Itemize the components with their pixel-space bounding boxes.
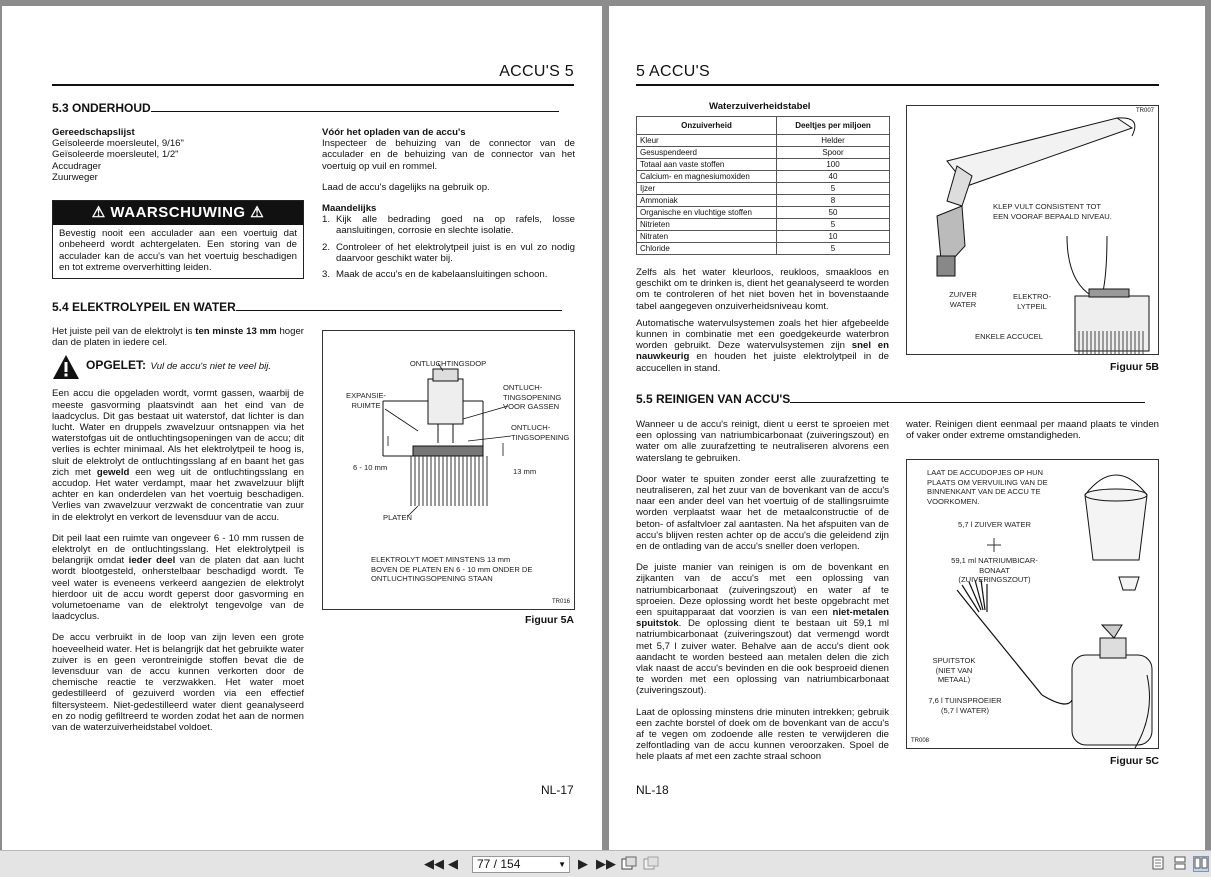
table-title: Waterzuiverheidstabel bbox=[709, 101, 811, 112]
left-column-text: Het juiste peil van de elektrolyt is ten minste 13 mm hoger dan de platen in iedere cel. OPGELET: Vul de accu's niet te veel bij. Een accu die opgeladen wordt, vormt gassen, waarbij de meeste gasvorming plaatsvindt aan het eind van de laadcyclus. Dit gas bestaat uit waterstof, dat lichter is dan lucht. Water en druppels zwavelzuur ontsnappen via het waterstofgas uit de ontluchtingsopeningen van de accu; dit verlies is echter minimaal. Als het elektrolytpeil te hoog is, sluit de elektrolyt de ontluchtingsslang af en baant het gas zich met geweld een weg uit de ontluchtingsslang en accudop. Het water verdampt, maar het zwavelzuur blijft achter en kan onderdelen van het voertuig beschadigen. Verlies van zwavelzuur verzwakt de concentratie van zuur in de elektrolyt en verkort de levensduur van de accu. Dit peil laat een ruimte van ongeveer 6 - 10 mm russen de elektrolyt en de ontluchtingsslang. Het elektrolytpeil is belangrijk omdat ieder deel van de platen dat aan lucht wordt blootgesteld, onherstelbaar beschadigd wordt. Te veel water is eveneens verkeerd aangezien de elektrolyt hierdoor uit de accu wordt geperst door gasvorming en volumetoename van de elektrolyt tengevolge van de laadcyclus. De accu verbruikt in de loop van zijn leven een grote hoeveelheid water. Het is belangrijk dat het gebruikte water zuiver is en geen verontreinigde stoffen bevat die de levensduur van de accu kunnen verkorten door de chemische reactie te verzwakken. Het water moet gedestilleerd of gezuiverd worden via een effectief filtersysteem. Niet-gedestilleerd water dient geanalyseerd en zo nodig gefiltreerd te worden zodat het aan de normen van de waterzuiverheidstabel voldoet. bbox=[52, 326, 304, 734]
monthly-step: 1. Kijk alle bedrading goed na op rafels, losse aansluitingen, corrosie en slechte isolatie. bbox=[322, 214, 575, 237]
next-page-icon[interactable]: ▶ bbox=[578, 856, 588, 871]
first-page-icon[interactable]: ◀◀ bbox=[424, 856, 444, 871]
table-row: Calcium- en magnesiumoxiden 40 bbox=[637, 171, 890, 183]
tools-list: Gereedschapslijst Geïsoleerde moersleutel, 9/16" Geïsoleerde moersleutel, 1/2" Accudrager Zuurweger bbox=[52, 127, 304, 183]
table-row: Totaal aan vaste stoffen 100 bbox=[637, 159, 890, 171]
page-nl-18 bbox=[609, 6, 1205, 850]
tool-item: Accudrager bbox=[52, 160, 102, 172]
page-dropdown-icon[interactable]: ▼ bbox=[558, 860, 566, 869]
monthly-step: 2. Controleer of het elektrolytpeil juist is en vul zo nodig daarvoor geschikt water bij. bbox=[322, 241, 575, 264]
continuous-view-icon[interactable] bbox=[1173, 856, 1187, 872]
warning-text: Bevestig nooit een acculader aan een voertuig dat onbeheerd wordt achtergelaten. Een storing van de acculader kan de accu's van het voertuig beschadigen en tot extreme oververhitting leiden. bbox=[59, 228, 297, 274]
figure-5a-caption: Figuur 5A bbox=[525, 614, 574, 626]
water-filler-diagram bbox=[907, 106, 1158, 354]
warning-icon: ⚠ bbox=[250, 204, 265, 221]
purity-text: Zelfs als het water kleurloos, reukloos, smaakloos en geschikt om te drinken is, dient het geanalyseerd te worden om te controleren of het niet boven het in bovenstaande tabel aangegeven onzuiverheidsniveau komt. Automatische watervulsystemen zoals het hier afgebeelde kunnen in combinatie met een goedgekeurde waterbron worden gebruikt. Deze watervulsystemen zijn snel en nauwkeurig en houden het juiste elektrolytpeil in de accucellen in stand. bbox=[636, 267, 889, 374]
caution-icon bbox=[52, 354, 80, 380]
go-back-icon[interactable] bbox=[621, 856, 637, 872]
section-5-3-heading: 5.3 ONDERHOUD bbox=[52, 101, 559, 115]
table-row: Kleur Helder bbox=[637, 135, 890, 147]
caution-note: OPGELET: Vul de accu's niet te veel bij. bbox=[52, 354, 304, 380]
monthly-step: 3. Maak de accu's en de kabelaansluitingen schoon. bbox=[322, 269, 548, 281]
table-row: Chloride 5 bbox=[637, 243, 890, 255]
figure-5c-caption: Figuur 5C bbox=[1110, 755, 1159, 767]
tool-item: Geïsoleerde moersleutel, 9/16" bbox=[52, 138, 184, 150]
cleaning-text-col2: water. Reinigen dient eenmaal per maand plaats te vinden of vaker onder extreme omstandigheden. bbox=[906, 419, 1159, 442]
table-row: Nitraten 10 bbox=[637, 231, 890, 243]
single-page-view-icon[interactable] bbox=[1151, 856, 1165, 872]
two-page-view-icon[interactable] bbox=[1193, 856, 1209, 872]
tool-item: Zuurweger bbox=[52, 171, 98, 183]
section-5-5-heading: 5.5 REINIGEN VAN ACCU'S bbox=[636, 392, 1145, 406]
last-page-icon[interactable]: ▶▶ bbox=[596, 856, 616, 871]
page-number-input[interactable]: 77 / 154 ▼ bbox=[472, 856, 570, 873]
tool-item: Geïsoleerde moersleutel, 1/2" bbox=[52, 149, 179, 161]
figure-5c: LAAT DE ACCUDOPJES OP HUN PLAATS OM VERVUILING VAN DE BINNENKANT VAN DE ACCU TE VOORKOMEN. 5,7 l ZUIVER WATER 59,1 ml NATRIUMBICAR- BONAAT (ZUIVERINGSZOUT) SPUITSTOK (NIET VAN METAAL) 7,6 l TUINSPROEIER (5,7 l WATER) TR008 bbox=[906, 459, 1159, 749]
water-purity-table: Onzuiverheid Deeltjes per miljoen Kleur Helder Gesuspendeerd Spoor Totaal aan vaste stoffen 100 Calcium- en magnesiumoxiden 40 Ijzer 5 Ammoniak 8 Organische en vluchtige stoffen 50 Nitrieten 5 Nitraten 10 Chloride 5 bbox=[636, 116, 890, 255]
header-rule bbox=[636, 84, 1159, 86]
figure-5b-caption: Figuur 5B bbox=[1110, 361, 1159, 373]
warning-box bbox=[52, 200, 304, 279]
table-row: Nitrieten 5 bbox=[637, 219, 890, 231]
table-row: Gesuspendeerd Spoor bbox=[637, 147, 890, 159]
page-header: 5 ACCU'S bbox=[636, 63, 710, 80]
table-row: Ammoniak 8 bbox=[637, 195, 890, 207]
go-forward-icon[interactable] bbox=[643, 856, 659, 872]
table-row: Organische en vluchtige stoffen 50 bbox=[637, 207, 890, 219]
navigation-toolbar bbox=[0, 850, 1211, 877]
prev-page-icon[interactable]: ◀ bbox=[448, 856, 458, 871]
table-row: Ijzer 5 bbox=[637, 183, 890, 195]
page-nl-17 bbox=[2, 6, 602, 850]
figure-5b: TR007 KLEP VULT CONSISTENT TOT EEN VOORAF BEPAALD NIVEAU. ZUIVER WATER ELEKTRO- LYTPEIL ENKELE ACCUCEL bbox=[906, 105, 1159, 355]
before-charging: Vóór het opladen van de accu's Inspecteer de behuizing van de connector van de acculader en de behuizing van de connector van het voertuig op vuil en rommel. Laad de accu's dagelijks na gebruik op. Maandelijks 1. Kijk alle bedrading goed na op rafels, losse aansluitingen, corrosie en slechte isolatie. 2. Controleer of het elektrolytpeil juist is en vul zo nodig daarvoor geschikt water bij. 3. Maak de accu's en de kabelaansluitingen schoon. bbox=[322, 127, 575, 281]
figure-5a: ONTLUCHTINGSDOP EXPANSIE- RUIMTE ONTLUCH- TINGSOPENING VOOR GASSEN ONTLUCH- TINGSOPENING 6 - 10 mm 13 mm PLATEN ELEKTROLYT MOET MINSTENS 13 mm BOVEN DE PLATEN EN 6 - 10 mm ONDER DE ONTLUCHTINGSOPENING STAAN TR016 bbox=[322, 330, 575, 610]
warning-header: ⚠ WAARSCHUWING ⚠ bbox=[53, 201, 303, 225]
page-number: NL-18 bbox=[636, 783, 669, 797]
cleaning-text-col1: Wanneer u de accu's reinigt, dient u eerst te sproeien met een oplossing van natriumbicarbonaat (zuiveringszout) en water om alle zuurafzetting te neutraliseren alvorens een waterslang te gebruiken. Door water te spuiten zonder eerst alle zuurafzetting te neutraliseren, zal het zuur van de bovenkant van de accu's naar een ander deel van het voertuig of de stallingsruimte worden verplaatst waar het de metaalconstructie of de beton- of asfaltvloer zal aantasten. Na het afspuiten van de accu's blijven resten achter op de accu's die geleidend zijn en de ontlading van de accu's sneller doen verlopen. De juiste manier van reinigen is om de bovenkant en zijkanten van de accu's met een oplossing van natriumbicarbonaat (zuiveringszout) en water af te sproeien. Deze oplossing wordt het beste opgebracht met een spuitapparaat dat voorzien is van een niet-metalen spuitstok. De oplossing dient te bestaan uit 59,1 ml natriumbicarbonaat (zuiveringszout) dat vermengd wordt met 5,7 l zuiver water. Behalve aan de accu's dient ook aandacht te worden besteed aan metalen delen die zich vlak naast de accu's bevinden en die ook besproeid dienen te worden met een oplossing van natriumbicarbonaat (zuiveringszout). Laat de oplossing minstens drie minuten intrekken; gebruik een zachte borstel of doek om de bovenkant van de accu's af te vegen om zodoende alle resten te verwijderen die zelfontlading van de accu kunnen veroorzaken. Spoel de hele plaats af met een zachte straal schoon bbox=[636, 419, 889, 763]
section-5-4-heading: 5.4 ELEKTROLYPEIL EN WATER bbox=[52, 300, 562, 314]
warning-icon: ⚠ bbox=[91, 204, 106, 221]
page-number: NL-17 bbox=[541, 783, 574, 797]
header-rule bbox=[52, 84, 574, 86]
page-header: ACCU'S 5 bbox=[499, 63, 574, 80]
